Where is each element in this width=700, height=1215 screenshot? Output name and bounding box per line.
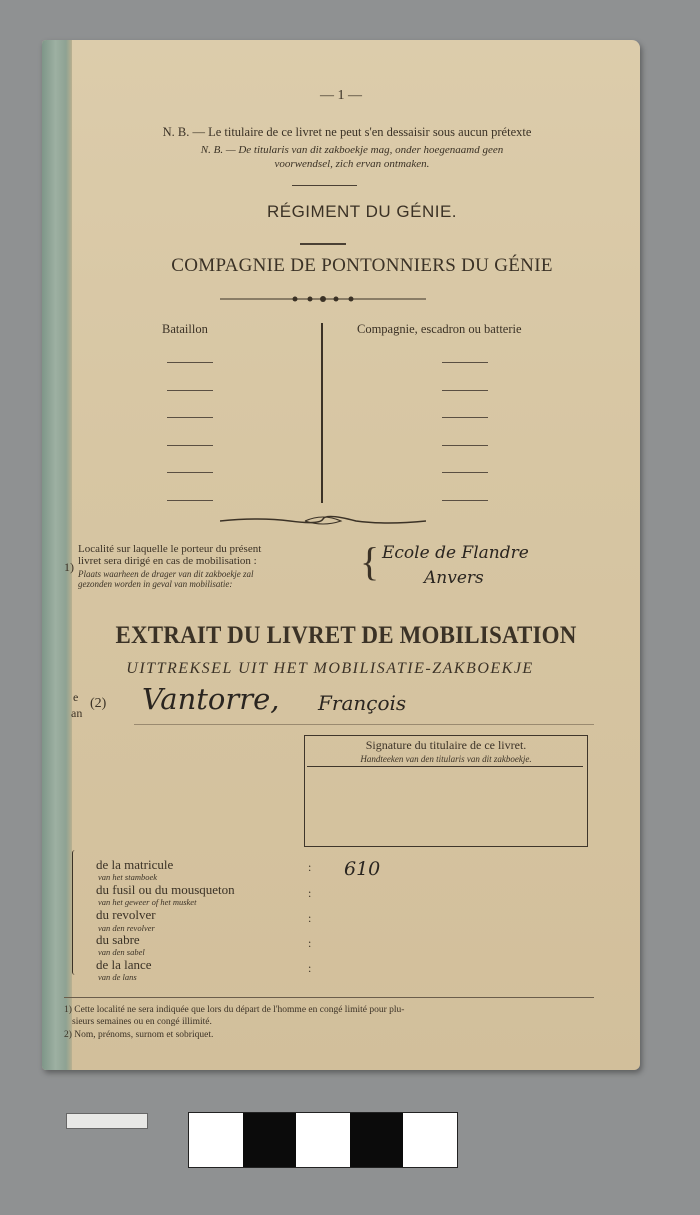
scale-segment-black: [243, 1113, 297, 1167]
footnote-1-line-2: sieurs semaines ou en congé illimité.: [72, 1017, 212, 1027]
item-colon: :: [308, 860, 312, 874]
bataillon-line: [167, 390, 213, 391]
column-compagnie-label: Compagnie, escadron ou batterie: [357, 322, 522, 336]
column-divider: [321, 323, 323, 503]
footnote-1: [64, 1004, 624, 1028]
name-prefix-2: an: [71, 706, 83, 720]
localite-nl-line-2: gezonden worden in geval van mobilisatie:: [78, 579, 233, 589]
compagnie-line: [442, 472, 488, 473]
compagnie-line: [442, 390, 488, 391]
item-revolver-fr: du revolver: [96, 907, 156, 922]
item-colon: :: [308, 911, 312, 925]
notice-dutch-line-1: N. B. — De titularis van dit zakboekje mag, onder hoegenaamd geen: [200, 144, 504, 156]
bataillon-line: [167, 362, 213, 363]
item-matricule-nl: van het stamboek: [98, 872, 158, 882]
compagnie-line: [442, 500, 488, 501]
localite-handwriting-line-1: Ecole de Flandre: [382, 543, 529, 563]
uittreksel-title: UITTREKSEL UIT HET MOBILISATIE-ZAKBOEKJE: [126, 660, 534, 677]
column-bataillon-label: Bataillon: [162, 322, 208, 336]
localite-brace: {: [360, 539, 380, 584]
catalog-label-tag: [66, 1113, 148, 1129]
signature-box: [304, 735, 588, 847]
localite-label-dutch: [78, 569, 368, 589]
extrait-title: EXTRAIT DU LIVRET DE MOBILISATION: [115, 622, 577, 649]
notice-dutch: [102, 143, 602, 171]
booklet-page: [42, 40, 640, 1070]
ornament-top: [220, 292, 426, 306]
localite-label-french: [78, 543, 368, 567]
signature-box-divider: [307, 766, 583, 767]
item-lance-fr: de la lance: [96, 957, 152, 972]
localite-footnote-marker: 1): [64, 560, 74, 574]
name-prefix-1: e: [73, 690, 79, 704]
page-number: — 1 —: [320, 88, 362, 103]
scale-bar: [188, 1112, 458, 1168]
item-fusil-nl: van het geweer of het musket: [98, 897, 197, 907]
scale-segment-black: [350, 1113, 404, 1167]
ornament-bottom: [220, 513, 426, 529]
signature-label-dutch: Handteeken van den titularis van dit zakboekje.: [360, 754, 532, 764]
booklet-spine: [42, 40, 72, 1070]
name-firstname-handwriting: François: [318, 691, 407, 715]
bataillon-line: [167, 445, 213, 446]
scale-segment-white: [189, 1113, 243, 1167]
item-colon: :: [308, 886, 312, 900]
name-surname-handwriting: Vantorre,: [142, 682, 280, 716]
localite-nl-line-1: Plaats waarheen de drager van dit zakboekje zal: [78, 569, 254, 579]
scale-segment-white: [403, 1113, 457, 1167]
bataillon-line: [167, 500, 213, 501]
localite-fr-line-2: livret sera dirigé en cas de mobilisation :: [78, 555, 257, 567]
name-footnote-marker: (2): [90, 696, 107, 711]
item-colon: :: [308, 936, 312, 950]
matricule-handwriting: 610: [344, 858, 381, 880]
footnote-1-line-1: 1) Cette localité ne sera indiquée que lors du départ de l'homme en congé limité pour plu-: [64, 1005, 405, 1015]
footnote-divider: [64, 997, 594, 998]
bataillon-line: [167, 417, 213, 418]
compagnie-line: [442, 445, 488, 446]
regiment-heading: RÉGIMENT DU GÉNIE.: [266, 202, 458, 221]
item-lance-nl: van de lans: [98, 972, 137, 982]
item-colon: :: [308, 961, 312, 975]
scale-segment-white: [296, 1113, 350, 1167]
compagnie-line: [442, 417, 488, 418]
item-fusil-fr: du fusil ou du mousqueton: [96, 882, 235, 897]
signature-label-french: Signature du titulaire de ce livret.: [365, 738, 527, 752]
divider-regiment: [300, 243, 346, 245]
item-matricule-fr: de la matricule: [96, 857, 174, 872]
localite-handwriting-line-2: Anvers: [424, 568, 484, 588]
items-brace: [72, 850, 75, 975]
item-sabre-fr: du sabre: [96, 932, 140, 947]
footnote-2: 2) Nom, prénoms, surnom et sobriquet.: [64, 1030, 214, 1040]
name-line: [134, 724, 594, 725]
divider-short: [292, 185, 357, 186]
notice-french: N. B. — Le titulaire de ce livret ne peut s'en dessaisir sous aucun prétexte: [162, 125, 532, 139]
notice-dutch-line-2: voorwendsel, zich ervan ontmaken.: [274, 158, 430, 170]
compagnie-line: [442, 362, 488, 363]
localite-fr-line-1: Localité sur laquelle le porteur du présent: [78, 543, 262, 555]
item-sabre-nl: van den sabel: [98, 947, 145, 957]
company-heading: COMPAGNIE DE PONTONNIERS DU GÉNIE: [171, 255, 553, 276]
bataillon-line: [167, 472, 213, 473]
spine-sticker: [45, 920, 69, 990]
item-revolver-nl: van den revolver: [98, 923, 155, 933]
